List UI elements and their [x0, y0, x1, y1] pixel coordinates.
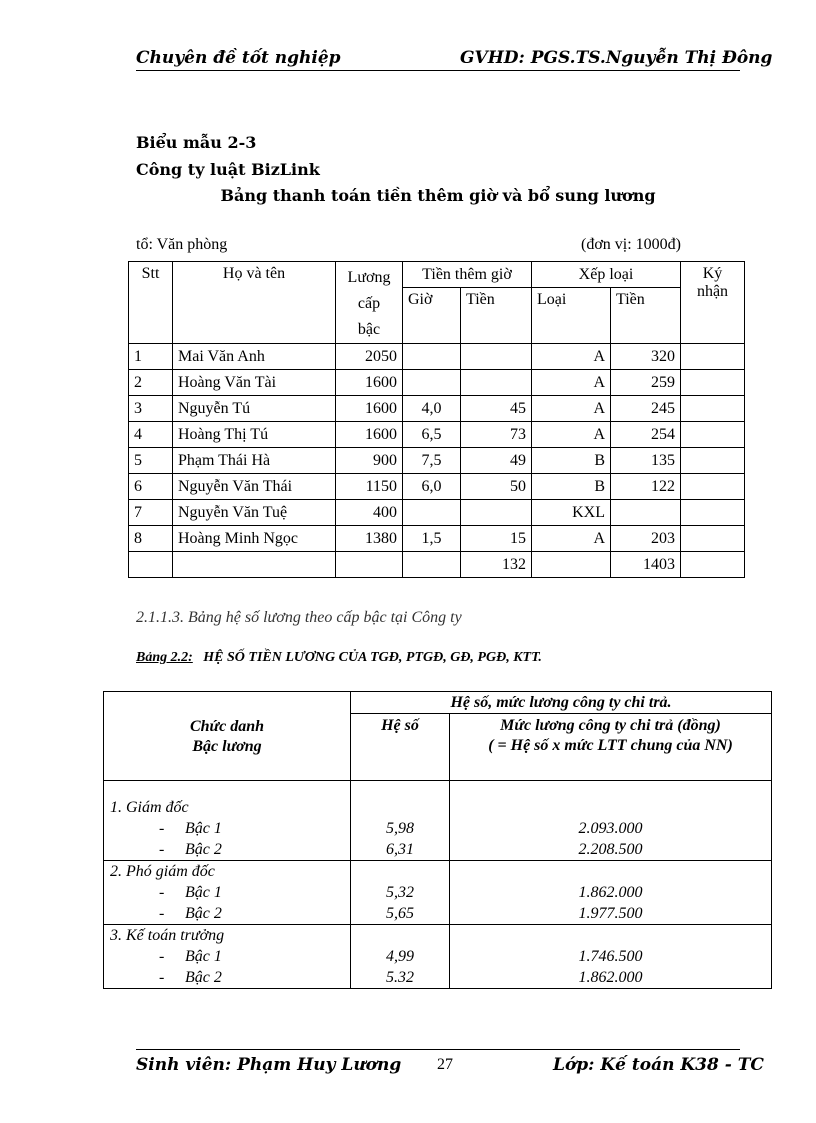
department: tổ: Văn phòng: [136, 236, 228, 253]
hdr-amount: Mức lương công ty chi trả (đồng) ( = Hệ số x mức LTT chung của NN): [450, 714, 772, 781]
row-sign: [681, 526, 745, 552]
row-stt: 5: [129, 448, 173, 474]
row-name: Phạm Thái Hà: [173, 448, 336, 474]
row-grade: A: [532, 370, 611, 396]
row-sign: [681, 396, 745, 422]
row-hours: 6,5: [403, 422, 461, 448]
level-amount: 2.093.000: [578, 820, 643, 837]
hdr-coef: Hệ số: [351, 714, 450, 781]
level-amount: 1.977.500: [578, 905, 643, 922]
row-bonus: 122: [611, 474, 681, 500]
row-bonus: [611, 500, 681, 526]
form-code: Biểu mẫu 2-3: [136, 133, 257, 152]
hdr-sign: Ký nhận: [681, 262, 745, 344]
level-label: - Bậc 2: [159, 841, 222, 858]
row-hours: 4,0: [403, 396, 461, 422]
level-coef: 5,65: [386, 905, 414, 922]
group-amount-cell: [450, 925, 772, 989]
row-name: Mai Văn Anh: [173, 344, 336, 370]
group-coef-cell: [351, 861, 450, 925]
hdr-hours: Giờ: [403, 288, 461, 344]
hdr-grade: Loại: [532, 288, 611, 344]
row-salary: 1150: [336, 474, 403, 500]
row-sign: [681, 474, 745, 500]
row-hours: 6,0: [403, 474, 461, 500]
table-row: [129, 448, 745, 474]
row-stt: 3: [129, 396, 173, 422]
level-coef: 5,98: [386, 820, 414, 837]
level-coef: 5.32: [386, 969, 414, 986]
level-amount: 2.208.500: [578, 841, 643, 858]
hdr-bonus: Tiền: [611, 288, 681, 344]
level-label: - Bậc 2: [159, 905, 222, 922]
level-amount: 1.746.500: [578, 948, 643, 965]
row-salary: 2050: [336, 344, 403, 370]
row-grade: B: [532, 474, 611, 500]
level-label: - Bậc 1: [159, 948, 222, 965]
group-amount-cell: [450, 861, 772, 925]
salary-coef-table: [103, 691, 772, 989]
table-row: [129, 500, 745, 526]
row-hours: [403, 500, 461, 526]
level-label: - Bậc 1: [159, 820, 222, 837]
footer-student: Sinh viên: Phạm Huy Lương: [136, 1055, 402, 1075]
table-caption: [136, 650, 542, 666]
row-sign: [681, 448, 745, 474]
row-stt: 2: [129, 370, 173, 396]
row-salary: 400: [336, 500, 403, 526]
row-salary: 1600: [336, 422, 403, 448]
group-position-cell: [104, 925, 351, 989]
row-bonus: 135: [611, 448, 681, 474]
row-bonus: 245: [611, 396, 681, 422]
footer-rule: [136, 1049, 740, 1050]
level-coef: 6,31: [386, 841, 414, 858]
table-label: Bảng 2.2:: [136, 650, 193, 665]
row-name: Nguyễn Văn Thái: [173, 474, 336, 500]
hdr-position: Chức danh Bậc lương: [104, 692, 351, 781]
section-title: 2.1.1.3. Bảng hệ số lương theo cấp bậc tại Công ty: [136, 609, 462, 626]
row-hours: [403, 370, 461, 396]
coef-group-row: [104, 781, 772, 861]
header-right: GVHD: PGS.TS.Nguyễn Thị Đông: [460, 48, 773, 68]
company-name: Công ty luật BizLink: [136, 160, 320, 179]
total-ot: 132: [461, 552, 532, 578]
row-bonus: 259: [611, 370, 681, 396]
row-name: Hoàng Văn Tài: [173, 370, 336, 396]
row-sign: [681, 344, 745, 370]
row-name: Nguyễn Văn Tuệ: [173, 500, 336, 526]
table-row: [129, 474, 745, 500]
overtime-table: [128, 261, 745, 578]
row-name: Nguyễn Tú: [173, 396, 336, 422]
group-title: 2. Phó giám đốc: [110, 863, 215, 880]
totals-row: [129, 552, 745, 578]
row-salary: 1600: [336, 370, 403, 396]
coef-group-row: [104, 925, 772, 989]
level-coef: 4,99: [386, 948, 414, 965]
form-title: Bảng thanh toán tiền thêm giờ và bổ sung lương: [220, 186, 656, 205]
row-ot: [461, 500, 532, 526]
group-amount-cell: [450, 781, 772, 861]
footer-class: Lớp: Kế toán K38 - TC: [553, 1055, 764, 1075]
table-row: [129, 422, 745, 448]
row-ot: 15: [461, 526, 532, 552]
group-position-cell: [104, 781, 351, 861]
table-row: [129, 344, 745, 370]
row-name: Hoàng Thị Tú: [173, 422, 336, 448]
row-salary: 1380: [336, 526, 403, 552]
hdr-salary: Lương cấp bậc: [336, 262, 403, 344]
row-hours: [403, 344, 461, 370]
row-sign: [681, 500, 745, 526]
row-grade: A: [532, 344, 611, 370]
row-grade: KXL: [532, 500, 611, 526]
hdr-ot-money: Tiền: [461, 288, 532, 344]
row-name: Hoàng Minh Ngọc: [173, 526, 336, 552]
hdr-rating: Xếp loại: [532, 262, 681, 288]
row-bonus: 254: [611, 422, 681, 448]
hdr-overtime: Tiền thêm giờ: [403, 262, 532, 288]
row-ot: 49: [461, 448, 532, 474]
row-stt: 8: [129, 526, 173, 552]
row-bonus: 320: [611, 344, 681, 370]
row-sign: [681, 370, 745, 396]
table-row: [129, 396, 745, 422]
header-rule: [136, 70, 740, 71]
hdr-group: Hệ số, mức lương công ty chi trả.: [351, 692, 772, 714]
row-ot: [461, 370, 532, 396]
row-stt: 1: [129, 344, 173, 370]
header-left: Chuyên đề tốt nghiệp: [136, 48, 341, 68]
hdr-stt: Stt: [129, 262, 173, 344]
row-grade: A: [532, 526, 611, 552]
row-stt: 4: [129, 422, 173, 448]
row-grade: A: [532, 422, 611, 448]
row-hours: 1,5: [403, 526, 461, 552]
total-bonus: 1403: [611, 552, 681, 578]
group-position-cell: [104, 861, 351, 925]
page-number: 27: [437, 1056, 453, 1073]
row-hours: 7,5: [403, 448, 461, 474]
level-coef: 5,32: [386, 884, 414, 901]
row-ot: 50: [461, 474, 532, 500]
row-stt: 6: [129, 474, 173, 500]
level-amount: 1.862.000: [578, 884, 643, 901]
hdr-name: Họ và tên: [173, 262, 336, 344]
level-label: - Bậc 2: [159, 969, 222, 986]
row-ot: [461, 344, 532, 370]
group-coef-cell: [351, 781, 450, 861]
coef-group-row: [104, 861, 772, 925]
row-grade: A: [532, 396, 611, 422]
row-grade: B: [532, 448, 611, 474]
row-sign: [681, 422, 745, 448]
group-title: 1. Giám đốc: [110, 799, 189, 816]
row-salary: 1600: [336, 396, 403, 422]
unit-note: (đơn vị: 1000đ): [581, 236, 682, 253]
row-salary: 900: [336, 448, 403, 474]
table-title: HỆ SỐ TIỀN LƯƠNG CỦA TGĐ, PTGĐ, GĐ, PGĐ, KTT.: [203, 650, 542, 665]
table-row: [129, 526, 745, 552]
table-row: [129, 370, 745, 396]
row-ot: 45: [461, 396, 532, 422]
group-title: 3. Kế toán trưởng: [110, 927, 225, 944]
level-amount: 1.862.000: [578, 969, 643, 986]
row-ot: 73: [461, 422, 532, 448]
row-bonus: 203: [611, 526, 681, 552]
row-stt: 7: [129, 500, 173, 526]
level-label: - Bậc 1: [159, 884, 222, 901]
group-coef-cell: [351, 925, 450, 989]
